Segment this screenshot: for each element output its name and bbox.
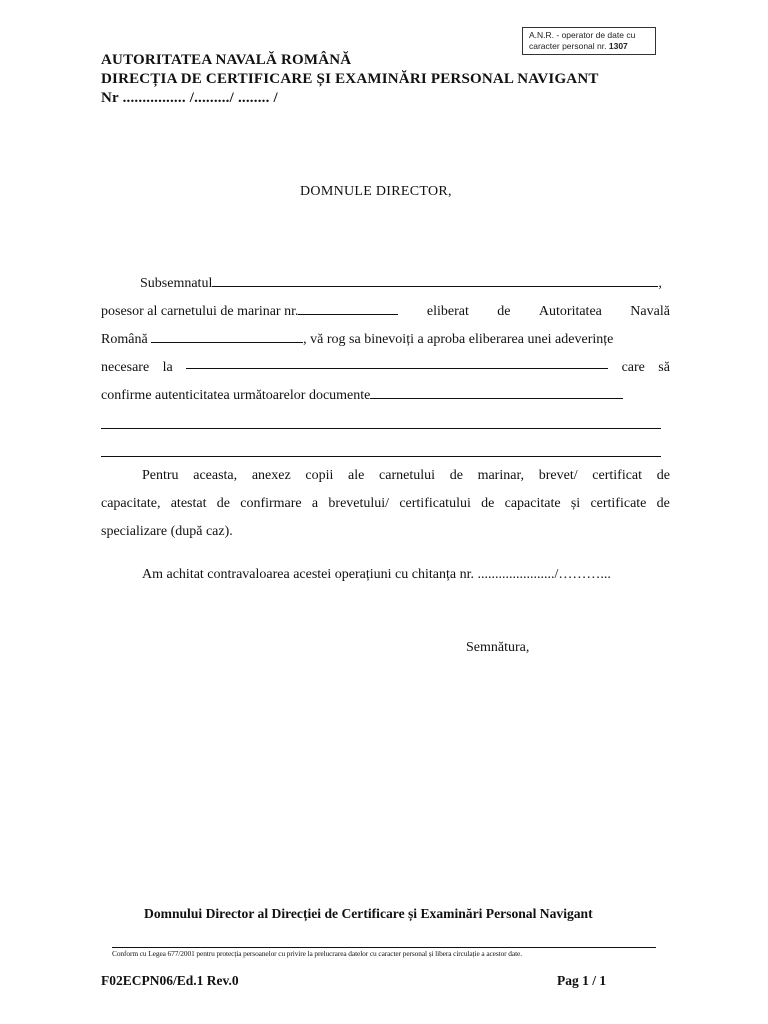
word: anexez <box>251 468 291 483</box>
word: atestat <box>170 496 207 511</box>
documents-blank-line-2[interactable] <box>101 456 661 457</box>
word: certificate <box>590 496 647 511</box>
word: brevetului/ <box>328 496 390 511</box>
attachments-line-1 <box>101 462 670 490</box>
documents-label: confirme autenticitatea următoarelor documente <box>101 388 371 403</box>
word: a <box>311 496 319 511</box>
word-necesare: necesare <box>101 360 150 375</box>
body-line-1 <box>101 270 670 298</box>
word: de <box>481 496 495 511</box>
word-sa: să <box>658 360 670 375</box>
data-operator-number: 1307 <box>608 41 628 51</box>
word: capacitate, <box>101 496 161 511</box>
card-number-field[interactable] <box>298 300 398 315</box>
card-number-label: posesor al carnetului de marinar nr. <box>101 304 299 319</box>
word: marinar, <box>477 468 525 483</box>
data-operator-line1: A.N.R. - operator de date cu <box>529 30 636 40</box>
word: de <box>216 496 230 511</box>
authority-name: AUTORITATEA NAVALĂ ROMÂNĂ <box>101 52 352 68</box>
directorate-name: DIRECȚIA DE CERTIFICARE ȘI EXAMINĂRI PERSONAL NAVIGANT <box>101 71 599 87</box>
data-operator-box <box>522 27 656 55</box>
body-line-2-left <box>101 298 398 326</box>
issue-date-field[interactable] <box>151 328 303 343</box>
payment-line: Am achitat contravaloarea acestei operațiuni cu chitanța nr. ....................../………... <box>142 567 611 582</box>
word: certificatului <box>399 496 471 511</box>
word-autoritatea: Autoritatea <box>538 304 602 319</box>
word: de <box>656 496 670 511</box>
data-operator-line2 <box>529 41 649 52</box>
word: de <box>449 468 463 483</box>
line1-comma: , <box>658 276 662 291</box>
word: copii <box>305 468 334 483</box>
form-code: F02ECPN06/Ed.1 Rev.0 <box>101 973 239 988</box>
word: carnetului <box>379 468 436 483</box>
body-line-4 <box>101 354 670 382</box>
purpose-field[interactable] <box>186 354 608 369</box>
word-la: la <box>162 360 173 375</box>
body-line-2 <box>101 298 670 326</box>
word: brevet/ <box>538 468 578 483</box>
signature-label: Semnătura, <box>466 640 530 655</box>
legal-note: Conform cu Legea 677/2001 pentru protecția persoanelor cu privire la prelucrarea datelor cu caracter personal și libera circulație a acestor date. <box>112 947 656 958</box>
word-romana: Română <box>101 332 148 347</box>
word: de <box>656 468 670 483</box>
word: aceasta, <box>193 468 238 483</box>
word: capacitate <box>504 496 561 511</box>
word: și <box>570 496 581 511</box>
attachments-line-3: specializare (după caz). <box>101 524 233 539</box>
word: ale <box>348 468 365 483</box>
request-text: , vă rog sa binevoiți a aproba eliberarea unei adeverințe <box>303 332 614 347</box>
word: confirmare <box>240 496 302 511</box>
request-paragraph <box>101 270 670 410</box>
word: Pentru <box>142 468 179 483</box>
name-field[interactable] <box>212 272 658 287</box>
word-eliberat: eliberat <box>426 304 469 319</box>
body-line-3 <box>101 326 670 354</box>
documents-blank-line-1[interactable] <box>101 428 661 429</box>
subsemnatul-label: Subsemnatul <box>140 276 213 291</box>
data-operator-prefix: caracter personal nr. <box>529 41 609 51</box>
word-care: care <box>621 360 645 375</box>
addressee: Domnului Director al Direcției de Certificare și Examinări Personal Navigant <box>144 906 593 921</box>
attachments-line-2 <box>101 490 670 518</box>
documents-field[interactable] <box>370 384 623 399</box>
page-number: Pag 1 / 1 <box>557 973 607 988</box>
body-line-5 <box>101 382 670 410</box>
salutation: DOMNULE DIRECTOR, <box>300 184 452 199</box>
word: certificat <box>592 468 643 483</box>
word-de: de <box>497 304 511 319</box>
registration-number: Nr ................ /........./ ........ / <box>101 90 278 106</box>
attachments-paragraph <box>101 462 670 546</box>
word-navala: Navală <box>630 304 670 319</box>
